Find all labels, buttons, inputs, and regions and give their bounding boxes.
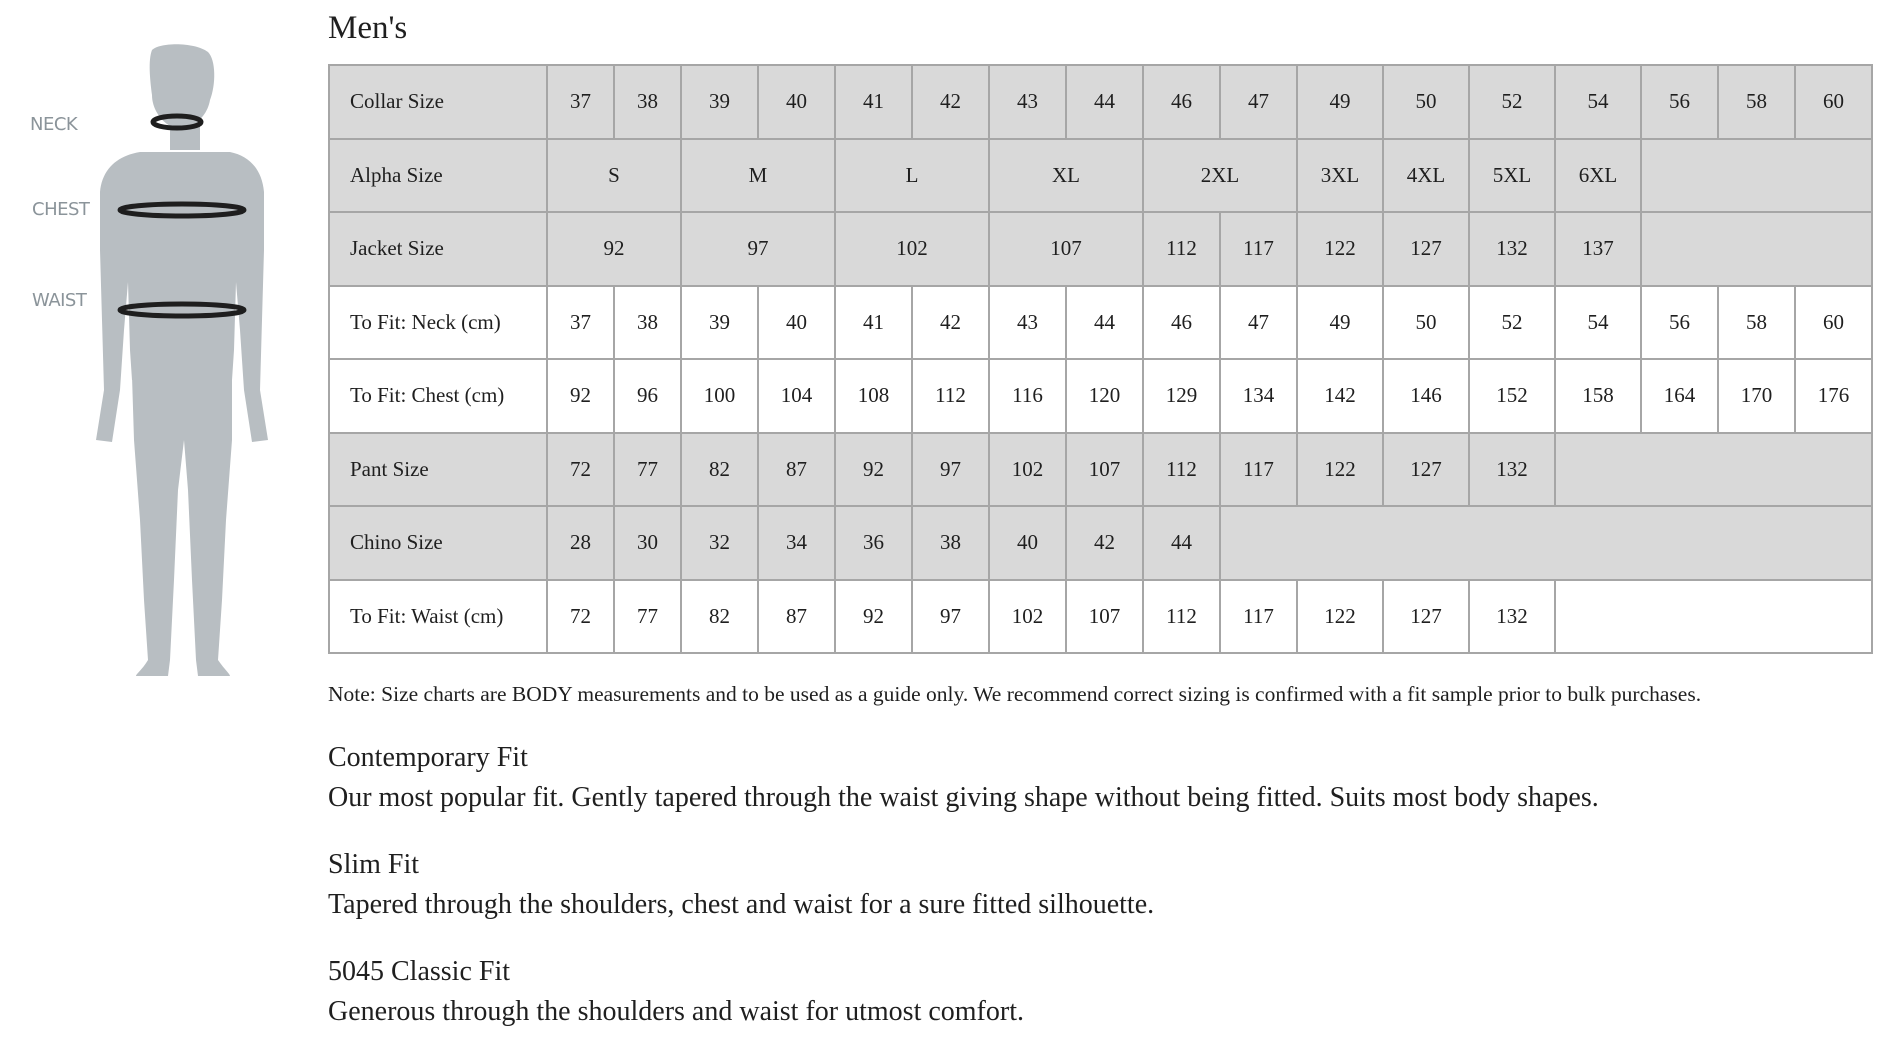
table-cell: 77 [614,433,681,507]
table-cell: 117 [1220,580,1297,654]
table-cell: 44 [1066,65,1143,139]
table-cell: 39 [681,286,758,360]
neck-label: NECK [30,114,78,135]
table-cell: 107 [1066,433,1143,507]
table-cell: 43 [989,286,1066,360]
table-row [329,139,1872,213]
table-cell: 100 [681,359,758,433]
table-cell: 46 [1143,65,1220,139]
table-cell: 132 [1469,580,1555,654]
table-cell: 38 [614,65,681,139]
table-cell: 32 [681,506,758,580]
table-cell: XL [989,139,1143,213]
fit-name: Slim Fit [328,849,420,880]
table-cell: 49 [1297,286,1383,360]
table-cell: 41 [835,286,912,360]
table-cell: 42 [912,65,989,139]
table-row [329,65,1872,139]
fit-description: Our most popular fit. Gently tapered through the waist giving shape without being fitted. Suits most body shapes. [328,782,1599,813]
row-header: To Fit: Chest (cm) [329,359,547,433]
table-cell: 58 [1718,286,1795,360]
table-cell: M [681,139,835,213]
table-cell: 112 [1143,580,1220,654]
table-cell: 40 [758,286,835,360]
table-cell: 142 [1297,359,1383,433]
body-measurement-figure [20,20,300,680]
table-cell: 120 [1066,359,1143,433]
table-cell: 37 [547,65,614,139]
table-cell: 72 [547,433,614,507]
fit-name: Contemporary Fit [328,742,528,773]
table-cell: 122 [1297,212,1383,286]
table-cell: 40 [758,65,835,139]
table-cell: 97 [912,580,989,654]
table-cell: 117 [1220,433,1297,507]
table-cell: 104 [758,359,835,433]
table-cell: 4XL [1383,139,1469,213]
table-cell: 56 [1641,286,1718,360]
table-cell: 96 [614,359,681,433]
table-cell: 30 [614,506,681,580]
table-cell: 129 [1143,359,1220,433]
table-cell: 137 [1555,212,1641,286]
table-cell: 112 [1143,433,1220,507]
table-cell: 37 [547,286,614,360]
table-cell: 42 [912,286,989,360]
table-cell: 164 [1641,359,1718,433]
table-cell: 117 [1220,212,1297,286]
disclaimer-note: Note: Size charts are BODY measurements and to be used as a guide only. We recommend correct sizing is confirmed with a fit sample prior to bulk purchases. [328,682,1702,706]
row-header: Jacket Size [329,212,547,286]
fit-slim [328,845,1154,925]
row-header: Alpha Size [329,139,547,213]
table-cell: 102 [989,433,1066,507]
table-cell: 52 [1469,65,1555,139]
table-cell: 107 [1066,580,1143,654]
fit-description: Tapered through the shoulders, chest and waist for a sure fitted silhouette. [328,889,1155,920]
row-header: Chino Size [329,506,547,580]
table-cell: 47 [1220,286,1297,360]
table-cell: 52 [1469,286,1555,360]
table-cell: 72 [547,580,614,654]
table-cell: 5XL [1469,139,1555,213]
body-silhouette-icon [20,20,300,680]
waist-label: WAIST [32,290,87,311]
table-row [329,212,1872,286]
table-cell: 3XL [1297,139,1383,213]
table-cell: 82 [681,433,758,507]
table-cell: 38 [614,286,681,360]
table-cell: 36 [835,506,912,580]
row-header: To Fit: Neck (cm) [329,286,547,360]
table-cell: 58 [1718,65,1795,139]
empty-cell [1555,433,1872,507]
table-cell: 50 [1383,65,1469,139]
table-cell: 50 [1383,286,1469,360]
table-cell: 40 [989,506,1066,580]
table-cell: 116 [989,359,1066,433]
table-cell: 56 [1641,65,1718,139]
table-row [329,433,1872,507]
table-cell: 146 [1383,359,1469,433]
table-cell: 127 [1383,580,1469,654]
table-cell: 41 [835,65,912,139]
table-cell: 43 [989,65,1066,139]
table-cell: 108 [835,359,912,433]
table-cell: 28 [547,506,614,580]
table-cell: 112 [912,359,989,433]
table-cell: 92 [547,359,614,433]
table-cell: 112 [1143,212,1220,286]
fit-name: 5045 Classic Fit [328,956,511,987]
table-cell: 127 [1383,212,1469,286]
table-cell: 158 [1555,359,1641,433]
table-row [329,286,1872,360]
table-cell: 87 [758,580,835,654]
table-cell: 132 [1469,212,1555,286]
table-cell: 87 [758,433,835,507]
table-cell: 44 [1066,286,1143,360]
table-cell: 34 [758,506,835,580]
table-cell: 107 [989,212,1143,286]
table-cell: 42 [1066,506,1143,580]
empty-cell [1641,212,1872,286]
table-cell: 102 [989,580,1066,654]
table-row [329,506,1872,580]
table-cell: 122 [1297,433,1383,507]
row-header: To Fit: Waist (cm) [329,580,547,654]
fit-contemporary [328,738,1599,818]
chest-label: CHEST [32,199,90,220]
table-cell: 60 [1795,286,1872,360]
table-cell: 54 [1555,286,1641,360]
table-cell: 49 [1297,65,1383,139]
table-cell: 134 [1220,359,1297,433]
table-cell: 77 [614,580,681,654]
table-cell: 176 [1795,359,1872,433]
table-cell: 170 [1718,359,1795,433]
empty-cell [1555,580,1872,654]
table-cell: 127 [1383,433,1469,507]
table-cell: 102 [835,212,989,286]
table-row [329,359,1872,433]
fit-description: Generous through the shoulders and waist for utmost comfort. [328,996,1024,1027]
table-cell: 97 [912,433,989,507]
table-row [329,580,1872,654]
fit-classic [328,952,1024,1032]
table-cell: 46 [1143,286,1220,360]
size-chart-table [328,64,1873,654]
page-title: Men's [328,10,408,46]
table-cell: 92 [547,212,681,286]
table-cell: 152 [1469,359,1555,433]
table-cell: 60 [1795,65,1872,139]
table-cell: 97 [681,212,835,286]
table-cell: S [547,139,681,213]
table-cell: 6XL [1555,139,1641,213]
table-cell: 2XL [1143,139,1297,213]
empty-cell [1220,506,1872,580]
table-cell: 39 [681,65,758,139]
table-cell: 47 [1220,65,1297,139]
table-cell: 82 [681,580,758,654]
empty-cell [1641,139,1872,213]
table-cell: L [835,139,989,213]
table-cell: 92 [835,433,912,507]
table-cell: 44 [1143,506,1220,580]
table-cell: 38 [912,506,989,580]
table-cell: 122 [1297,580,1383,654]
table-cell: 54 [1555,65,1641,139]
table-cell: 132 [1469,433,1555,507]
table-cell: 92 [835,580,912,654]
row-header: Collar Size [329,65,547,139]
row-header: Pant Size [329,433,547,507]
